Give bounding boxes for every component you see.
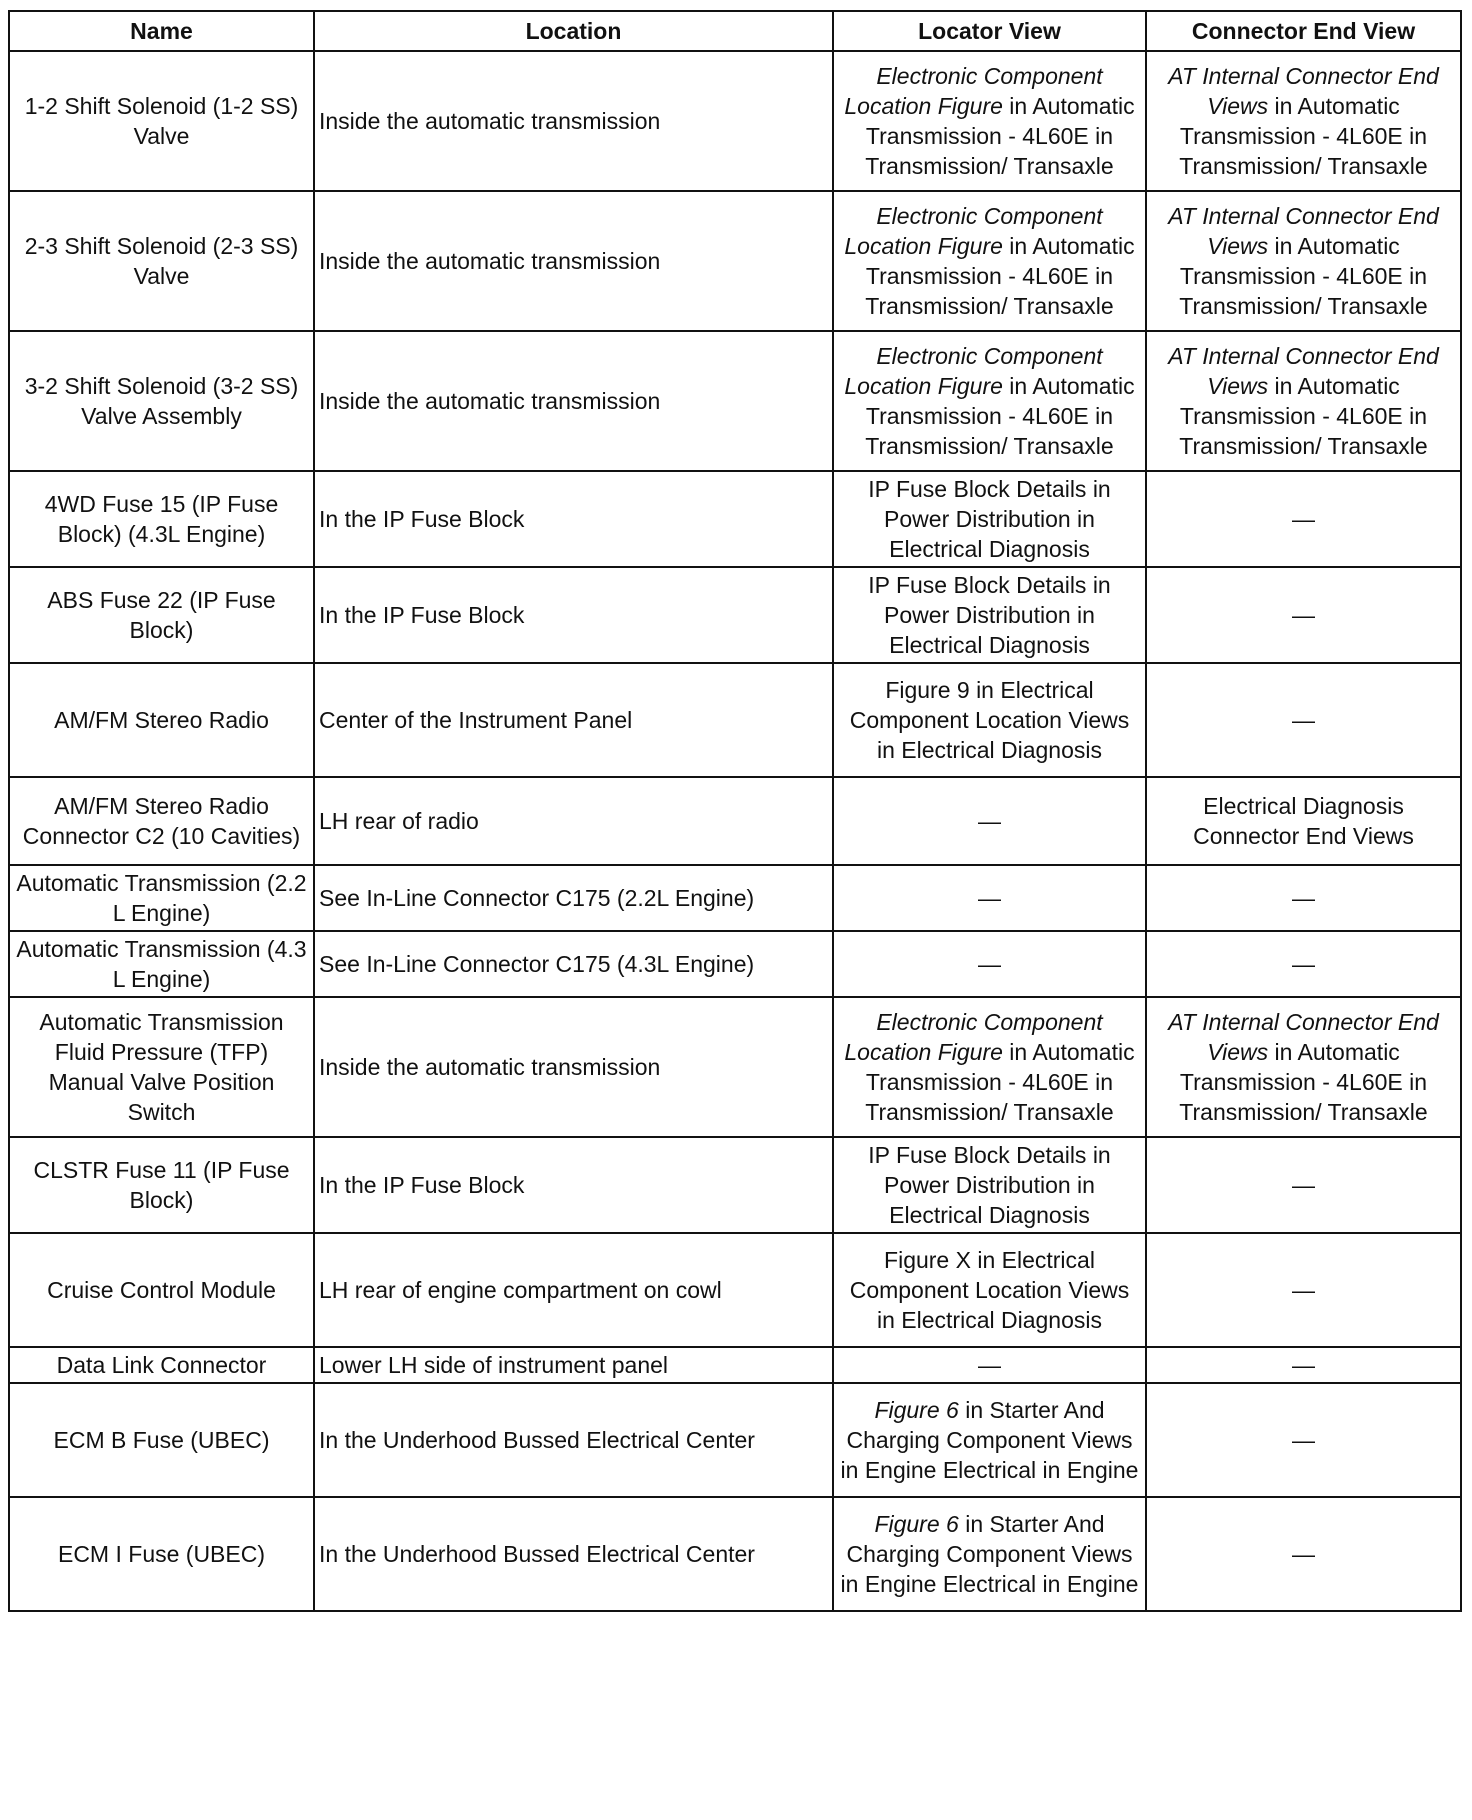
italic-reference: AT Internal Connector End Views xyxy=(1168,343,1439,399)
table-row xyxy=(9,51,1461,191)
cell-locator-view xyxy=(833,1347,1146,1383)
reference-text: — xyxy=(1292,707,1315,733)
table-row xyxy=(9,777,1461,865)
cell-location: Inside the automatic transmission xyxy=(314,331,833,471)
reference-text: IP Fuse Block Details in Power Distribution in Electrical Diagnosis xyxy=(868,572,1111,658)
cell-locator-view xyxy=(833,471,1146,567)
table-row xyxy=(9,931,1461,997)
cell-locator-view xyxy=(833,865,1146,931)
cell-location: See In-Line Connector C175 (2.2L Engine) xyxy=(314,865,833,931)
reference-text: — xyxy=(978,951,1001,977)
cell-connector-end-view xyxy=(1146,777,1461,865)
cell-locator-view xyxy=(833,567,1146,663)
reference-text: IP Fuse Block Details in Power Distribution in Electrical Diagnosis xyxy=(868,476,1111,562)
reference-text: — xyxy=(978,1352,1001,1378)
reference-text: Figure 9 in Electrical Component Location Views in Electrical Diagnosis xyxy=(849,677,1130,763)
table-row xyxy=(9,191,1461,331)
header-row xyxy=(9,11,1461,51)
cell-name: Automatic Transmission Fluid Pressure (TFP) Manual Valve Position Switch xyxy=(9,997,314,1137)
table-row xyxy=(9,471,1461,567)
cell-locator-view xyxy=(833,1497,1146,1611)
cell-location: LH rear of radio xyxy=(314,777,833,865)
cell-locator-view xyxy=(833,1137,1146,1233)
reference-text: in Automatic Transmission - 4L60E in Transmission/ Transaxle xyxy=(1179,373,1428,459)
cell-name: Data Link Connector xyxy=(9,1347,314,1383)
cell-locator-view xyxy=(833,1383,1146,1497)
cell-locator-view xyxy=(833,931,1146,997)
reference-text: — xyxy=(1292,1541,1315,1567)
table-row xyxy=(9,1233,1461,1347)
reference-text: — xyxy=(978,808,1001,834)
reference-text: in Automatic Transmission - 4L60E in Transmission/ Transaxle xyxy=(865,93,1135,179)
cell-connector-end-view xyxy=(1146,191,1461,331)
reference-text: in Automatic Transmission - 4L60E in Transmission/ Transaxle xyxy=(1179,1039,1428,1125)
cell-locator-view xyxy=(833,997,1146,1137)
cell-location: In the IP Fuse Block xyxy=(314,471,833,567)
reference-text: in Starter And Charging Component Views in Engine Electrical in Engine xyxy=(840,1397,1139,1483)
cell-connector-end-view xyxy=(1146,1497,1461,1611)
italic-reference: Figure 6 xyxy=(874,1511,959,1537)
reference-text: Figure X in Electrical Component Location Views in Electrical Diagnosis xyxy=(849,1247,1130,1333)
cell-name: ABS Fuse 22 (IP Fuse Block) xyxy=(9,567,314,663)
reference-text: — xyxy=(1292,1427,1315,1453)
cell-name: CLSTR Fuse 11 (IP Fuse Block) xyxy=(9,1137,314,1233)
reference-text: — xyxy=(1292,1352,1315,1378)
cell-connector-end-view xyxy=(1146,51,1461,191)
table-row xyxy=(9,997,1461,1137)
header-name: Name xyxy=(9,11,314,51)
table-row xyxy=(9,1383,1461,1497)
italic-reference: Electronic Component Location Figure xyxy=(844,63,1103,119)
cell-location: In the IP Fuse Block xyxy=(314,567,833,663)
reference-text: in Automatic Transmission - 4L60E in Transmission/ Transaxle xyxy=(1179,233,1428,319)
table-row xyxy=(9,1137,1461,1233)
cell-location: LH rear of engine compartment on cowl xyxy=(314,1233,833,1347)
italic-reference: Electronic Component Location Figure xyxy=(844,203,1103,259)
italic-reference: AT Internal Connector End Views xyxy=(1168,203,1439,259)
table-row xyxy=(9,331,1461,471)
cell-connector-end-view xyxy=(1146,1347,1461,1383)
cell-location: In the Underhood Bussed Electrical Center xyxy=(314,1497,833,1611)
reference-text: in Starter And Charging Component Views in Engine Electrical in Engine xyxy=(840,1511,1139,1597)
cell-connector-end-view xyxy=(1146,865,1461,931)
reference-text: — xyxy=(1292,885,1315,911)
reference-text: — xyxy=(1292,951,1315,977)
cell-locator-view xyxy=(833,777,1146,865)
cell-locator-view xyxy=(833,331,1146,471)
cell-location: Inside the automatic transmission xyxy=(314,51,833,191)
reference-text: IP Fuse Block Details in Power Distribution in Electrical Diagnosis xyxy=(868,1142,1111,1228)
italic-reference: AT Internal Connector End Views xyxy=(1168,1009,1439,1065)
header-connector-end-view: Connector End View xyxy=(1146,11,1461,51)
reference-text: Electrical Diagnosis Connector End Views xyxy=(1193,793,1414,849)
cell-location: Center of the Instrument Panel xyxy=(314,663,833,777)
cell-name: ECM I Fuse (UBEC) xyxy=(9,1497,314,1611)
reference-text: in Automatic Transmission - 4L60E in Transmission/ Transaxle xyxy=(865,233,1135,319)
cell-name: 4WD Fuse 15 (IP Fuse Block) (4.3L Engine) xyxy=(9,471,314,567)
cell-name: Cruise Control Module xyxy=(9,1233,314,1347)
reference-text: in Automatic Transmission - 4L60E in Transmission/ Transaxle xyxy=(865,1039,1135,1125)
cell-connector-end-view xyxy=(1146,1137,1461,1233)
reference-text: — xyxy=(1292,602,1315,628)
reference-text: — xyxy=(1292,506,1315,532)
table-row xyxy=(9,663,1461,777)
cell-location: See In-Line Connector C175 (4.3L Engine) xyxy=(314,931,833,997)
cell-name: ECM B Fuse (UBEC) xyxy=(9,1383,314,1497)
cell-connector-end-view xyxy=(1146,471,1461,567)
cell-locator-view xyxy=(833,51,1146,191)
cell-locator-view xyxy=(833,1233,1146,1347)
cell-location: Lower LH side of instrument panel xyxy=(314,1347,833,1383)
cell-name: AM/FM Stereo Radio Connector C2 (10 Cavities) xyxy=(9,777,314,865)
cell-connector-end-view xyxy=(1146,1383,1461,1497)
reference-text: — xyxy=(978,885,1001,911)
cell-location: In the IP Fuse Block xyxy=(314,1137,833,1233)
italic-reference: Electronic Component Location Figure xyxy=(844,343,1103,399)
cell-connector-end-view xyxy=(1146,997,1461,1137)
italic-reference: Electronic Component Location Figure xyxy=(844,1009,1103,1065)
table-row xyxy=(9,567,1461,663)
cell-name: 1-2 Shift Solenoid (1-2 SS) Valve xyxy=(9,51,314,191)
reference-text: in Automatic Transmission - 4L60E in Transmission/ Transaxle xyxy=(1179,93,1428,179)
table-body xyxy=(9,51,1461,1611)
cell-name: 3-2 Shift Solenoid (3-2 SS) Valve Assembly xyxy=(9,331,314,471)
cell-locator-view xyxy=(833,191,1146,331)
cell-name: Automatic Transmission (2.2 L Engine) xyxy=(9,865,314,931)
cell-location: In the Underhood Bussed Electrical Center xyxy=(314,1383,833,1497)
component-locator-table xyxy=(8,10,1462,1612)
cell-location: Inside the automatic transmission xyxy=(314,191,833,331)
cell-connector-end-view xyxy=(1146,931,1461,997)
italic-reference: Figure 6 xyxy=(874,1397,959,1423)
reference-text: — xyxy=(1292,1277,1315,1303)
reference-text: — xyxy=(1292,1172,1315,1198)
cell-locator-view xyxy=(833,663,1146,777)
cell-name: Automatic Transmission (4.3 L Engine) xyxy=(9,931,314,997)
table-row xyxy=(9,1497,1461,1611)
cell-connector-end-view xyxy=(1146,331,1461,471)
cell-connector-end-view xyxy=(1146,567,1461,663)
cell-connector-end-view xyxy=(1146,663,1461,777)
reference-text: in Automatic Transmission - 4L60E in Transmission/ Transaxle xyxy=(865,373,1135,459)
cell-location: Inside the automatic transmission xyxy=(314,997,833,1137)
cell-connector-end-view xyxy=(1146,1233,1461,1347)
header-locator-view: Locator View xyxy=(833,11,1146,51)
cell-name: 2-3 Shift Solenoid (2-3 SS) Valve xyxy=(9,191,314,331)
table-row xyxy=(9,865,1461,931)
table-row xyxy=(9,1347,1461,1383)
header-location: Location xyxy=(314,11,833,51)
italic-reference: AT Internal Connector End Views xyxy=(1168,63,1439,119)
cell-name: AM/FM Stereo Radio xyxy=(9,663,314,777)
